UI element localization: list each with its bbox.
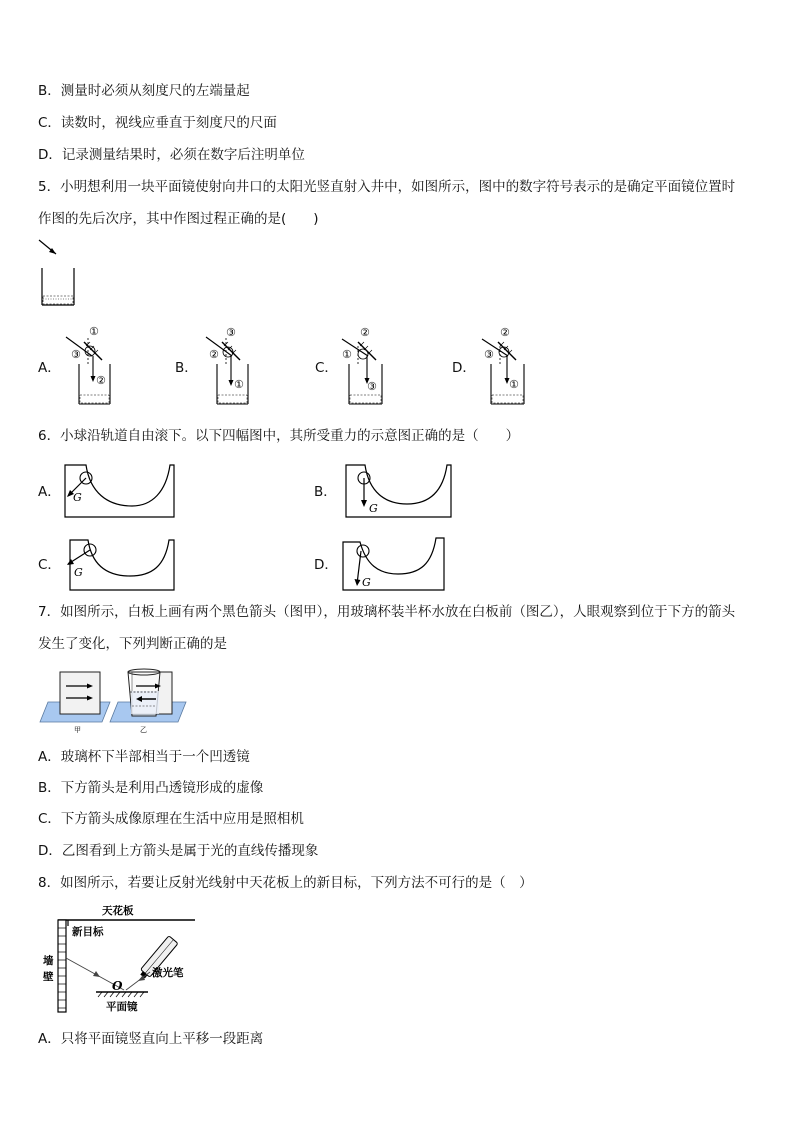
q8-stem: 8．如图所示，若要让反射光线射中天花板上的新目标，下列方法不可行的是（ ） [38,875,533,891]
q8-point-o: O [112,979,123,993]
q7-option-d: D．乙图看到上方箭头是属于光的直线传播现象 [38,843,319,859]
q5-figure-c [336,324,396,406]
q7-option-b: B．下方箭头是利用凸透镜形成的虚像 [38,780,264,796]
q6-stem: 6．小球沿轨道自由滚下。以下四幅图中，其所受重力的示意图正确的是（ ） [38,428,520,444]
q5-stem-line2: 作图的先后次序，其中作图过程正确的是( ) [38,211,319,227]
q5-label-d: D． [452,360,476,376]
q4-option-d: D．记录测量结果时，必须在数字后注明单位 [38,147,305,163]
q6-label-c: C． [38,557,61,573]
q5-label-c: C． [315,360,338,376]
q8-figure [40,902,200,1014]
q7-label-jia: 甲 [74,726,81,734]
q5-main-figure [36,238,86,308]
q4-option-b: B．测量时必须从刻度尺的左端量起 [38,83,250,99]
q6-d-g: G [362,576,371,589]
q5-label-b: B． [175,360,198,376]
q5-b-mark1: ① [234,378,244,391]
q7-figure [40,666,190,734]
q6-figure-a [62,462,182,520]
q5-c-mark1: ① [342,348,352,361]
q5-a-mark2: ② [96,374,106,387]
q5-d-mark2: ② [500,326,510,339]
q8-laser-label: 激光笔 [152,967,184,979]
q5-d-mark3: ③ [484,348,494,361]
q8-wall-label-2: 壁 [43,971,54,983]
q5-figure-b [200,324,260,406]
q8-mirror-label: 平面镜 [106,1001,138,1013]
q6-c-g: G [74,566,83,579]
q5-a-mark3: ③ [71,348,81,361]
q6-b-g: G [369,502,378,515]
q7-stem-line1: 7．如图所示，白板上画有两个黑色箭头（图甲），用玻璃杯装半杯水放在白板前（图乙），人眼观察到位于下方的箭头 [38,604,736,620]
q6-a-g: G [73,491,82,504]
q5-figure-d [476,324,536,406]
q5-b-mark3: ③ [226,326,236,339]
q8-wall-label-1: 墙 [43,955,54,967]
q7-label-yi: 乙 [140,726,147,734]
q7-option-a: A．玻璃杯下半部相当于一个凹透镜 [38,749,250,765]
q5-c-mark2: ② [360,326,370,339]
q5-stem-line1: 5．小明想利用一块平面镜使射向井口的太阳光竖直射入井中，如图所示，图中的数字符号表示的是确定平面镜位置时 [38,179,736,195]
q6-figure-c [66,534,186,592]
q5-c-mark3: ③ [367,380,377,393]
q5-a-mark1: ① [89,325,99,338]
q6-figure-b [343,462,463,520]
q4-option-c: C．读数时，视线应垂直于刻度尺的尺面 [38,115,277,131]
q5-b-mark2: ② [209,348,219,361]
q7-option-c: C．下方箭头成像原理在生活中应用是照相机 [38,811,304,827]
q5-figure-a [62,324,122,406]
q5-label-a: A． [38,360,61,376]
q8-ceiling-label: 天花板 [102,905,134,917]
q8-target-label: 新目标 [72,926,104,938]
q7-stem-line2: 发生了变化，下列判断正确的是 [38,636,227,652]
q5-d-mark1: ① [509,378,519,391]
q6-label-d: D． [314,557,338,573]
q6-label-b: B． [314,484,337,500]
q6-label-a: A． [38,484,61,500]
q8-option-a: A．只将平面镜竖直向上平移一段距离 [38,1031,264,1047]
q6-figure-d [340,534,460,594]
